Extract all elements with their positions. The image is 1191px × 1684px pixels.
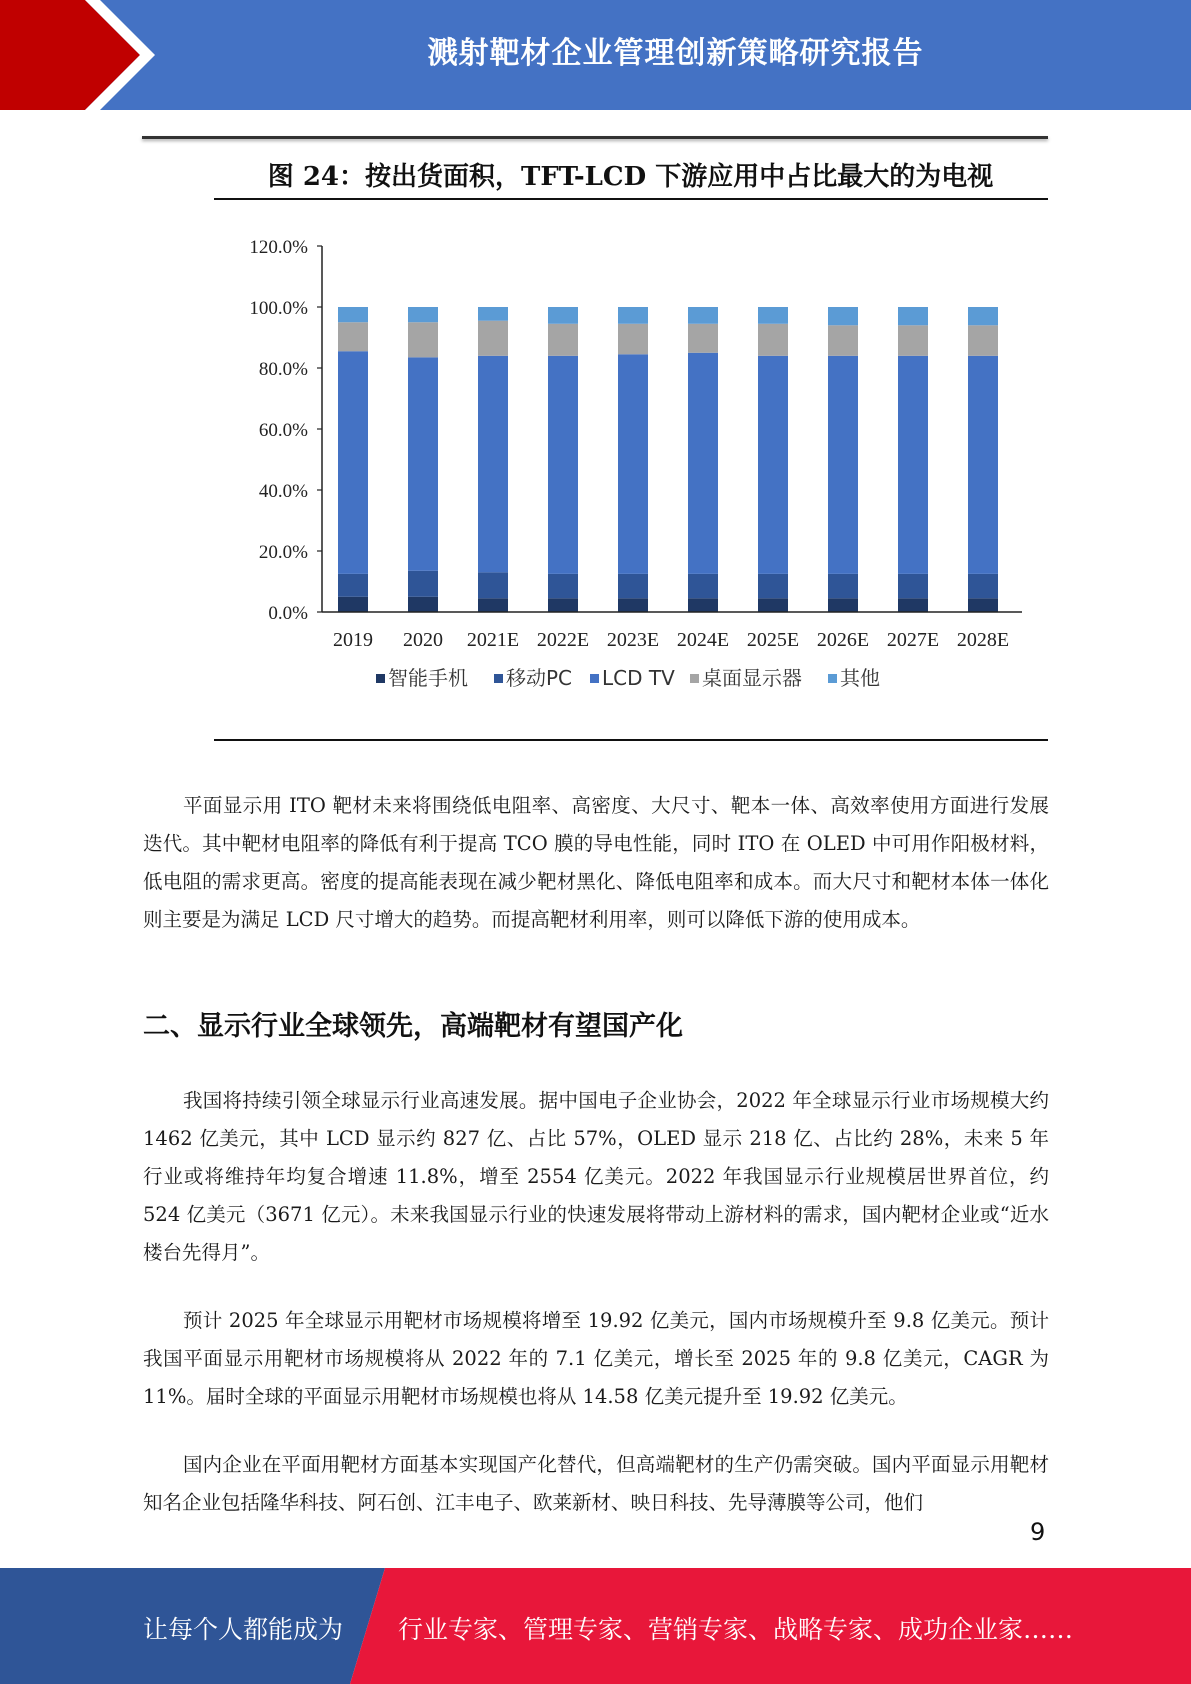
x-tick-label: 2025E bbox=[746, 629, 800, 651]
bar-segment bbox=[968, 325, 998, 356]
y-axis bbox=[249, 237, 322, 624]
legend-swatch bbox=[690, 674, 699, 683]
bar-segment bbox=[478, 598, 508, 612]
footer-slogan-left: 让每个人都能成为 bbox=[143, 1615, 344, 1644]
bar-segment bbox=[618, 574, 648, 598]
bar-segment bbox=[968, 574, 998, 598]
bar-segment bbox=[618, 324, 648, 355]
paragraph-ito-target: 平面显示用 ITO 靶材未来将围绕低电阻率、高密度、大尺寸、靶本一体、高效率使用方面进行发展迭代。其中靶材电阻率的降低有利于提高 TCO 膜的导电性能，同时 ITO 在 OLED 中可用作阳极材料，低电阻的需求更高。密度的提高能表现在减少靶材黑化、降低电阻率和成本。而大尺寸和靶材本体一体化则主要是为满足 LCD 尺寸增大的趋势。而提高靶材利用率，则可以降低下游的使用成本。 bbox=[143, 794, 1049, 931]
bar-segment bbox=[828, 307, 858, 325]
bar-segment bbox=[338, 574, 368, 597]
bar-segment bbox=[968, 307, 998, 325]
legend-swatch bbox=[376, 674, 385, 683]
bar-segment bbox=[338, 597, 368, 612]
figure-top-rule bbox=[142, 136, 1048, 139]
bar-segment bbox=[828, 356, 858, 574]
legend-swatch bbox=[828, 674, 837, 683]
paragraph-market-size: 预计 2025 年全球显示用靶材市场规模将增至 19.92 亿美元，国内市场规模升至 9.8 亿美元。预计我国平面显示用靶材市场规模将从 2022 年的 7.1 亿美元，增长至 2025 年的 9.8 亿美元，CAGR 为 11%。届时全球的平面显示用靶材市场规模也将从 14.58 亿美元提升至 19.92 亿美元。 bbox=[143, 1309, 1049, 1408]
bar-segment bbox=[968, 598, 998, 612]
bar-segment bbox=[758, 307, 788, 324]
chart-legend bbox=[376, 666, 880, 690]
section-heading: 二、显示行业全球领先，高端靶材有望国产化 bbox=[143, 1011, 683, 1042]
bar-segment bbox=[338, 322, 368, 351]
bar-segment bbox=[408, 597, 438, 612]
bar-segment bbox=[688, 353, 718, 574]
legend-label: 其他 bbox=[840, 666, 880, 690]
bar-segment bbox=[548, 307, 578, 324]
x-tick-label: 2026E bbox=[816, 629, 870, 651]
bar-segment bbox=[758, 356, 788, 574]
figure-caption: 图 24：按出货面积，TFT-LCD 下游应用中占比最大的为电视 bbox=[267, 162, 994, 192]
x-tick-label: 2024E bbox=[676, 629, 730, 651]
bar-segment bbox=[618, 598, 648, 612]
bar-segment bbox=[618, 354, 648, 574]
legend-label: LCD TV bbox=[602, 666, 675, 690]
x-tick-label: 2021E bbox=[466, 629, 520, 651]
bar-segment bbox=[898, 307, 928, 325]
y-tick-label: 80.0% bbox=[258, 359, 308, 380]
bar-segment bbox=[408, 571, 438, 597]
bar-segment bbox=[758, 324, 788, 356]
bar-segment bbox=[828, 325, 858, 356]
y-tick-label: 40.0% bbox=[258, 481, 308, 502]
legend-label: 移动PC bbox=[506, 666, 573, 690]
paragraph-display-industry: 我国将持续引领全球显示行业高速发展。据中国电子企业协会，2022 年全球显示行业市场规模大约 1462 亿美元，其中 LCD 显示约 827 亿、占比 57%，OLED 显示 218 亿、占比约 28%，未来 5 年行业或将维持年均复合增速 11.8%，增至 2554 亿美元。2022 年我国显示行业规模居世界首位，约 524 亿美元（3671 亿元）。未来我国显示行业的快速发展将带动上游材料的需求，国内靶材企业或“近水楼台先得月”。 bbox=[143, 1089, 1049, 1264]
bar-segment bbox=[408, 307, 438, 322]
y-tick-label: 20.0% bbox=[258, 542, 308, 563]
y-tick-label: 0.0% bbox=[268, 603, 308, 624]
bar-segment bbox=[898, 574, 928, 598]
page-number: 9 bbox=[1030, 1518, 1046, 1546]
x-tick-label: 2023E bbox=[606, 629, 660, 651]
x-tick-label: 2020 bbox=[403, 629, 443, 651]
x-tick-label: 2022E bbox=[536, 629, 590, 651]
bars bbox=[338, 307, 998, 612]
bar-segment bbox=[758, 574, 788, 598]
x-tick-label: 2019 bbox=[333, 629, 373, 651]
bar-segment bbox=[478, 572, 508, 598]
header-arrow-decoration bbox=[0, 0, 160, 110]
bar-segment bbox=[758, 598, 788, 612]
footer-slogan-right: 行业专家、管理专家、营销专家、战略专家、成功企业家…… bbox=[398, 1615, 1074, 1644]
bar-segment bbox=[548, 598, 578, 612]
paragraph-domestic-companies: 国内企业在平面用靶材方面基本实现国产化替代，但高端靶材的生产仍需突破。国内平面显示用靶材知名企业包括隆华科技、阿石创、江丰电子、欧莱新材、映日科技、先导薄膜等公司，他们 bbox=[143, 1453, 1049, 1514]
bar-segment bbox=[618, 307, 648, 324]
report-title: 溅射靶材企业管理创新策略研究报告 bbox=[427, 36, 924, 71]
legend-swatch bbox=[590, 674, 599, 683]
bar-segment bbox=[408, 322, 438, 357]
bar-segment bbox=[478, 321, 508, 356]
bar-segment bbox=[688, 307, 718, 324]
bar-segment bbox=[688, 574, 718, 598]
bar-segment bbox=[338, 351, 368, 574]
bar-segment bbox=[548, 574, 578, 598]
legend-label: 智能手机 bbox=[388, 666, 468, 690]
bar-segment bbox=[408, 357, 438, 571]
bar-segment bbox=[548, 324, 578, 356]
y-tick-label: 120.0% bbox=[249, 237, 308, 258]
page-header bbox=[0, 0, 1191, 110]
x-axis bbox=[322, 612, 1022, 651]
bar-segment bbox=[828, 574, 858, 598]
bar-segment bbox=[898, 356, 928, 574]
bar-segment bbox=[828, 598, 858, 612]
legend-label: 桌面显示器 bbox=[702, 666, 802, 690]
bar-segment bbox=[478, 356, 508, 573]
y-tick-label: 100.0% bbox=[249, 298, 308, 319]
x-tick-label: 2028E bbox=[956, 629, 1010, 651]
bar-segment bbox=[968, 356, 998, 574]
figure-bottom-rule bbox=[214, 739, 1048, 741]
bar-segment bbox=[478, 307, 508, 321]
bar-segment bbox=[548, 356, 578, 574]
bar-segment bbox=[688, 598, 718, 612]
bar-segment bbox=[688, 324, 718, 353]
bar-segment bbox=[338, 307, 368, 322]
bar-segment bbox=[898, 598, 928, 612]
page-footer bbox=[0, 1568, 1191, 1684]
x-tick-label: 2027E bbox=[886, 629, 940, 651]
y-tick-label: 60.0% bbox=[258, 420, 308, 441]
caption-rule bbox=[214, 198, 1048, 200]
legend-swatch bbox=[494, 674, 503, 683]
bar-segment bbox=[898, 325, 928, 356]
stacked-bar-chart bbox=[214, 210, 1048, 720]
